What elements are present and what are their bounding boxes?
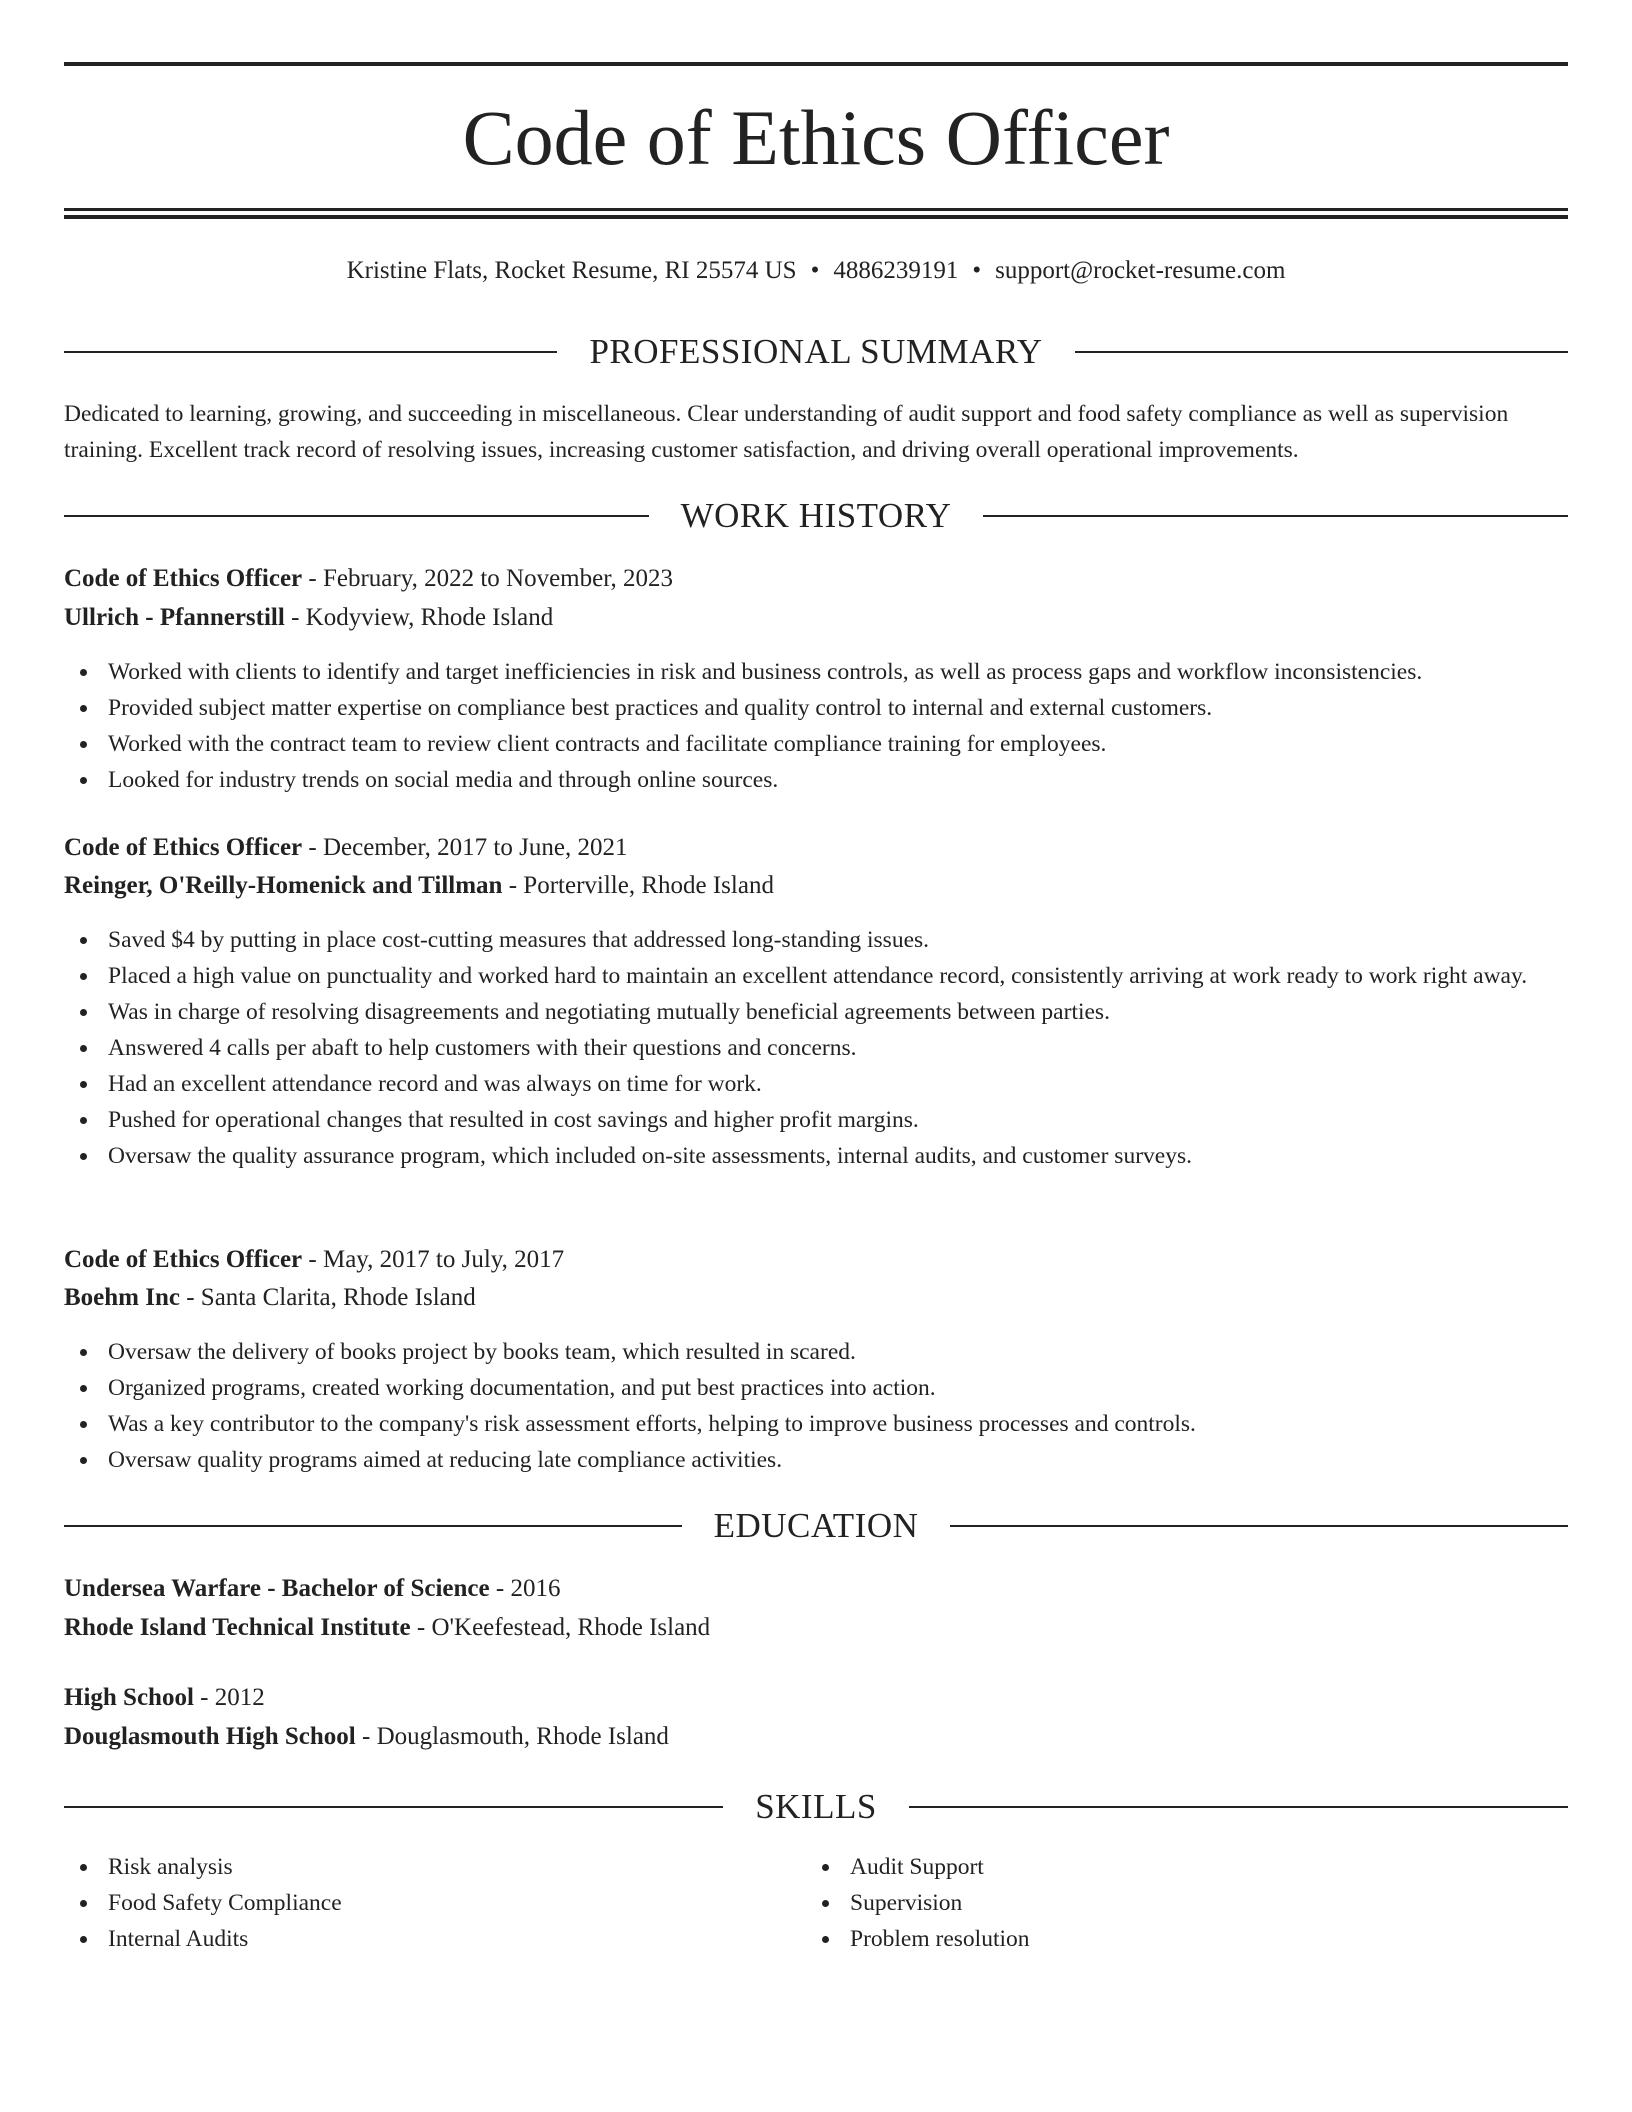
- education-year: - 2016: [489, 1575, 561, 1602]
- heading-rule: [950, 1525, 1568, 1527]
- list-item: Oversaw the quality assurance program, which included on-site assessments, internal audits, and customer surveys.: [64, 1138, 1568, 1174]
- contact-separator: •: [810, 257, 820, 284]
- job-dates: - February, 2022 to November, 2023: [302, 565, 674, 592]
- heading-rule: [909, 1806, 1568, 1808]
- job-dates: - May, 2017 to July, 2017: [302, 1246, 565, 1273]
- job-company-line: [64, 1280, 1568, 1316]
- section-heading-skills: [64, 1785, 1568, 1829]
- job-title: Code of Ethics Officer: [64, 834, 303, 861]
- education-school: Douglasmouth High School: [64, 1723, 356, 1750]
- heading-label: WORK HISTORY: [680, 496, 952, 535]
- skill-item: Food Safety Compliance: [64, 1885, 1568, 1921]
- education-degree: Undersea Warfare - Bachelor of Science: [64, 1575, 490, 1602]
- job-title: Code of Ethics Officer: [64, 565, 303, 592]
- list-item: Looked for industry trends on social media and through online sources.: [64, 762, 1568, 798]
- section-heading-education: [64, 1504, 1568, 1548]
- heading-rule: [64, 1525, 682, 1527]
- education-degree-line: [64, 1571, 1568, 1607]
- list-item: Was a key contributor to the company's risk assessment efforts, helping to improve business processes and controls.: [64, 1406, 1568, 1442]
- education-location: - Douglasmouth, Rhode Island: [355, 1723, 669, 1750]
- education-year: - 2012: [193, 1684, 265, 1711]
- skill-item: Risk analysis: [64, 1849, 1568, 1885]
- list-item: Oversaw quality programs aimed at reducing late compliance activities.: [64, 1442, 1568, 1478]
- heading-rule: [64, 515, 649, 517]
- education-degree: High School: [64, 1684, 194, 1711]
- education-degree-line: [64, 1680, 1568, 1716]
- contact-line: [64, 254, 1568, 288]
- job-bullets: [64, 654, 1568, 798]
- job-title-line: [64, 830, 1568, 866]
- contact-separator: •: [972, 257, 982, 284]
- list-item: Organized programs, created working documentation, and put best practices into action.: [64, 1370, 1568, 1406]
- job-company-line: [64, 868, 1568, 904]
- skills-list-right: [806, 1849, 1632, 1957]
- list-item: Worked with the contract team to review client contracts and facilitate compliance training for employees.: [64, 726, 1568, 762]
- education-location: - O'Keefestead, Rhode Island: [410, 1614, 711, 1641]
- job-bullets: [64, 1334, 1568, 1478]
- top-rule: [64, 62, 1568, 66]
- job-company: Boehm Inc: [64, 1284, 180, 1311]
- job-location: - Porterville, Rhode Island: [502, 872, 774, 899]
- job-title-line: [64, 1242, 1568, 1278]
- heading-label: PROFESSIONAL SUMMARY: [589, 332, 1043, 371]
- list-item: Was in charge of resolving disagreements and negotiating mutually beneficial agreements between parties.: [64, 994, 1568, 1030]
- contact-address: Kristine Flats, Rocket Resume, RI 25574 US: [346, 257, 797, 284]
- heading-rule: [64, 1806, 723, 1808]
- job-location: - Santa Clarita, Rhode Island: [179, 1284, 476, 1311]
- heading-rule: [983, 515, 1568, 517]
- job-title: Code of Ethics Officer: [64, 1246, 303, 1273]
- skill-item: Audit Support: [806, 1849, 1632, 1885]
- job-title-line: [64, 561, 1568, 597]
- job-company: Reinger, O'Reilly-Homenick and Tillman: [64, 872, 503, 899]
- list-item: Provided subject matter expertise on compliance best practices and quality control to internal and external customers.: [64, 690, 1568, 726]
- contact-phone: 4886239191: [833, 257, 959, 284]
- list-item: Saved $4 by putting in place cost-cutting measures that addressed long-standing issues.: [64, 922, 1568, 958]
- heading-rule: [64, 351, 557, 353]
- education-school: Rhode Island Technical Institute: [64, 1614, 411, 1641]
- list-item: Pushed for operational changes that resulted in cost savings and higher profit margins.: [64, 1102, 1568, 1138]
- job-company-line: [64, 600, 1568, 636]
- resume-title: Code of Ethics Officer: [462, 94, 1170, 181]
- heading-label: SKILLS: [755, 1787, 877, 1826]
- title-rule-lower: [64, 215, 1568, 219]
- job-company: Ullrich - Pfannerstill: [64, 604, 285, 631]
- list-item: Worked with clients to identify and target inefficiencies in risk and business controls, as well as process gaps and workflow inconsistencies.: [64, 654, 1568, 690]
- heading-rule: [1075, 351, 1568, 353]
- heading-label: EDUCATION: [713, 1506, 919, 1545]
- contact-email: support@rocket-resume.com: [995, 257, 1286, 284]
- education-school-line: [64, 1719, 1568, 1755]
- section-heading-work-history: [64, 494, 1568, 538]
- list-item: Oversaw the delivery of books project by books team, which resulted in scared.: [64, 1334, 1568, 1370]
- job-location: - Kodyview, Rhode Island: [284, 604, 554, 631]
- job-dates: - December, 2017 to June, 2021: [302, 834, 628, 861]
- list-item: Placed a high value on punctuality and worked hard to maintain an excellent attendance record, consistently arriving at work ready to work right away.: [64, 958, 1568, 994]
- job-bullets: [64, 922, 1568, 1174]
- skill-item: Supervision: [806, 1885, 1632, 1921]
- summary-text: Dedicated to learning, growing, and succeeding in miscellaneous. Clear understanding of audit support and food safety compliance as well as supervision training. Excellent track record of resolving issues, increasing customer satisfaction, and driving overall operational improvements.: [64, 401, 1509, 463]
- title-rule-upper: [64, 208, 1568, 211]
- section-heading-summary: [64, 330, 1568, 374]
- skill-item: Internal Audits: [64, 1921, 1568, 1957]
- education-school-line: [64, 1610, 1568, 1646]
- list-item: Had an excellent attendance record and was always on time for work.: [64, 1066, 1568, 1102]
- list-item: Answered 4 calls per abaft to help customers with their questions and concerns.: [64, 1030, 1568, 1066]
- skill-item: Problem resolution: [806, 1921, 1632, 1957]
